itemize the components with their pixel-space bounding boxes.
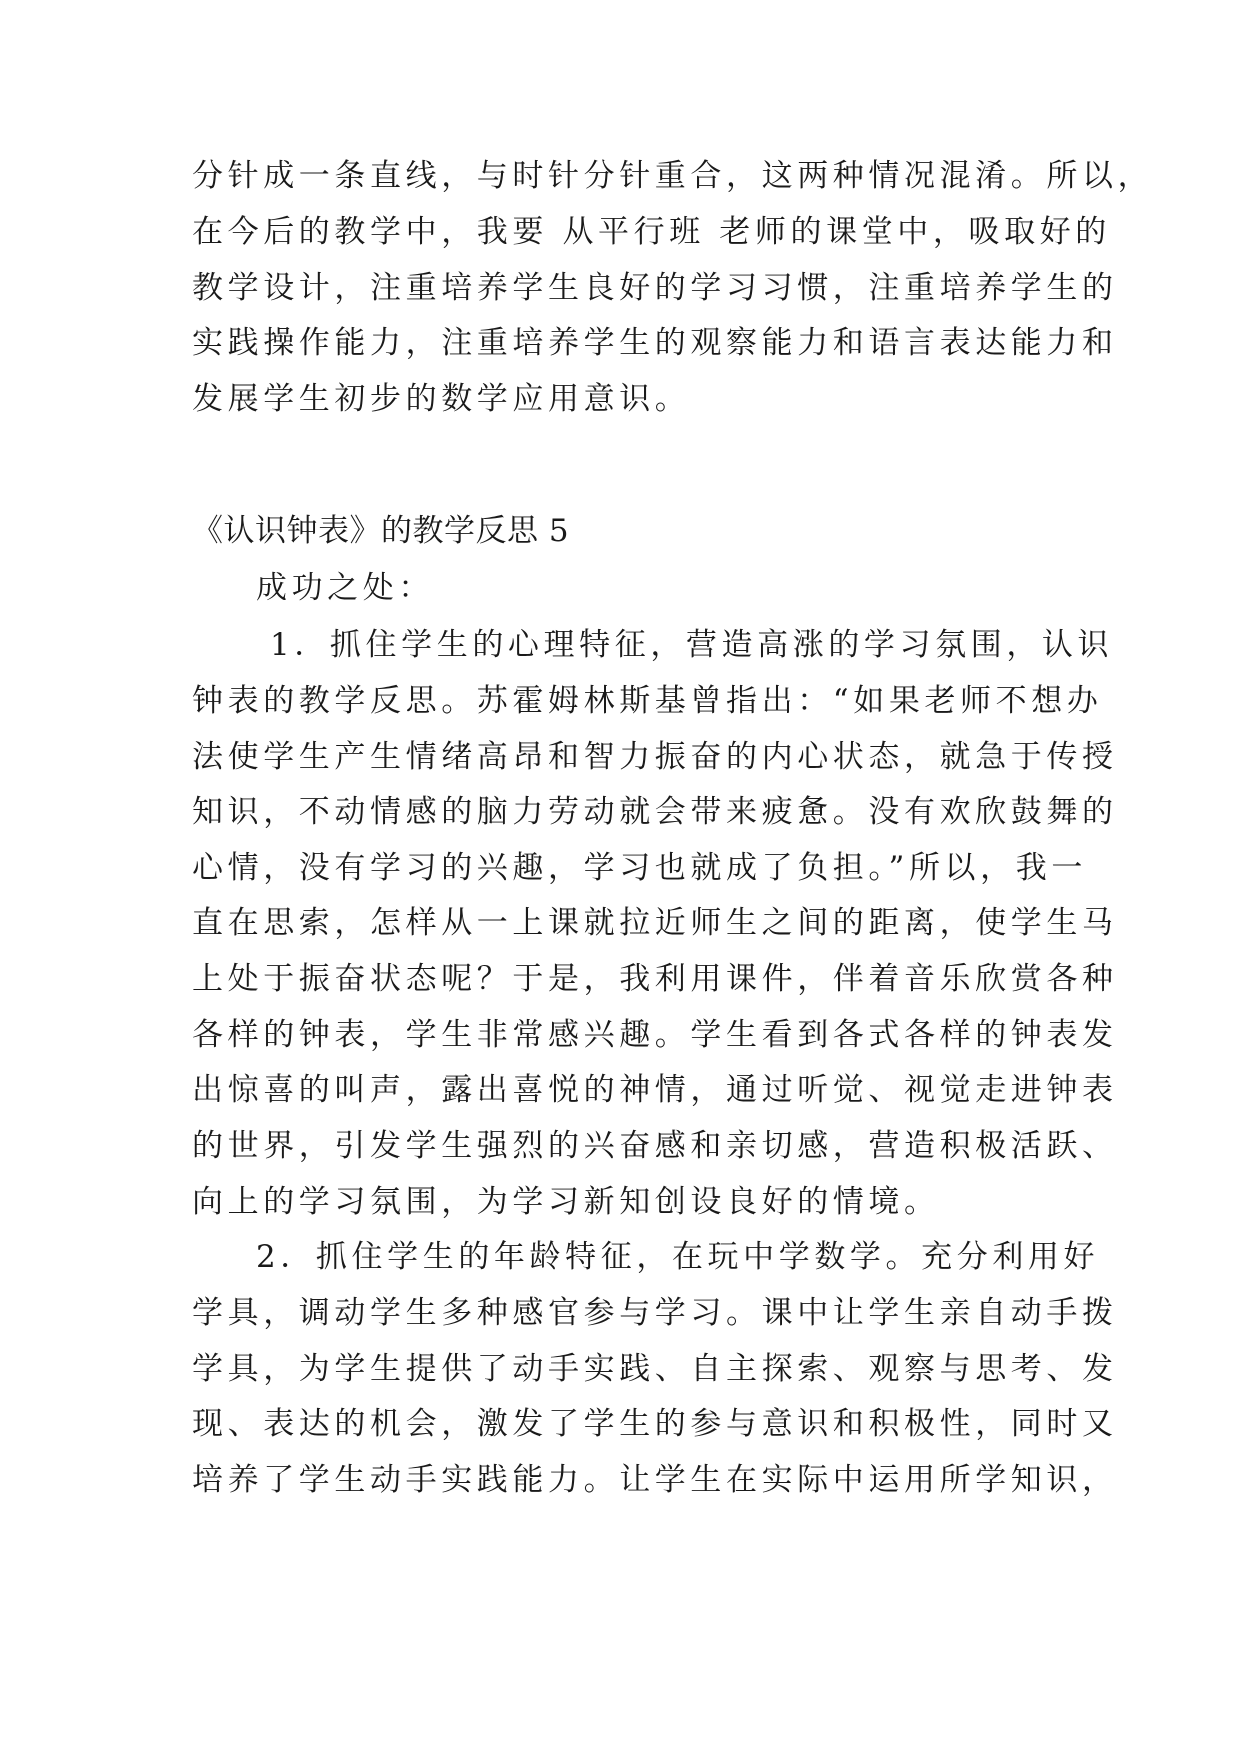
paragraph-line: 直在思索，怎样从一上课就拉近师生之间的距离，使学生马 (192, 905, 1118, 941)
paragraph-line: 知识，不动情感的脑力劳动就会带来疲惫。没有欢欣鼓舞的 (192, 794, 1118, 830)
paragraph-line: 分针成一条直线，与时针分针重合，这两种情况混淆。所以， (192, 158, 1154, 194)
paragraph-line: 2．抓住学生的年龄特征，在玩中学数学。充分利用好 (256, 1239, 1100, 1275)
paragraph-line: 学具，为学生提供了动手实践、自主探索、观察与思考、发 (192, 1351, 1118, 1387)
paragraph-line: 实践操作能力，注重培养学生的观察能力和语言表达能力和 (192, 325, 1118, 361)
paragraph-line: 发展学生初步的数学应用意识。 (192, 381, 691, 417)
subheading: 成功之处： (256, 570, 434, 606)
paragraph-line: 1．抓住学生的心理特征，营造高涨的学习氛围，认识 (270, 627, 1114, 663)
paragraph-line: 法使学生产生情绪高昂和智力振奋的内心状态，就急于传授 (192, 739, 1118, 775)
paragraph-line: 教学设计，注重培养学生良好的学习习惯，注重培养学生的 (192, 270, 1118, 306)
paragraph-line: 现、表达的机会，激发了学生的参与意识和积极性，同时又 (192, 1406, 1118, 1442)
paragraph-line: 向上的学习氛围，为学习新知创设良好的情境。 (192, 1184, 940, 1220)
paragraph-line: 在今后的教学中，我要 从平行班 老师的课堂中，吸取好的 (192, 214, 1111, 250)
paragraph-line: 心情，没有学习的兴趣，学习也就成了负担。”所以，我一 (192, 850, 1087, 886)
paragraph-line: 出惊喜的叫声，露出喜悦的神情，通过听觉、视觉走进钟表 (192, 1072, 1118, 1108)
paragraph-line: 钟表的教学反思。苏霍姆林斯基曾指出：“如果老师不想办 (192, 683, 1103, 719)
paragraph-line: 上处于振奋状态呢？于是，我利用课件，伴着音乐欣赏各种 (192, 961, 1118, 997)
paragraph-line: 学具，调动学生多种感官参与学习。课中让学生亲自动手拨 (192, 1295, 1118, 1331)
paragraph-line: 各样的钟表，学生非常感兴趣。学生看到各式各样的钟表发 (192, 1017, 1118, 1053)
paragraph-line: 培养了学生动手实践能力。让学生在实际中运用所学知识， (192, 1462, 1118, 1498)
section-title: 《认识钟表》的教学反思 5 (192, 513, 570, 549)
paragraph-line: 的世界，引发学生强烈的兴奋感和亲切感，营造积极活跃、 (192, 1128, 1118, 1164)
